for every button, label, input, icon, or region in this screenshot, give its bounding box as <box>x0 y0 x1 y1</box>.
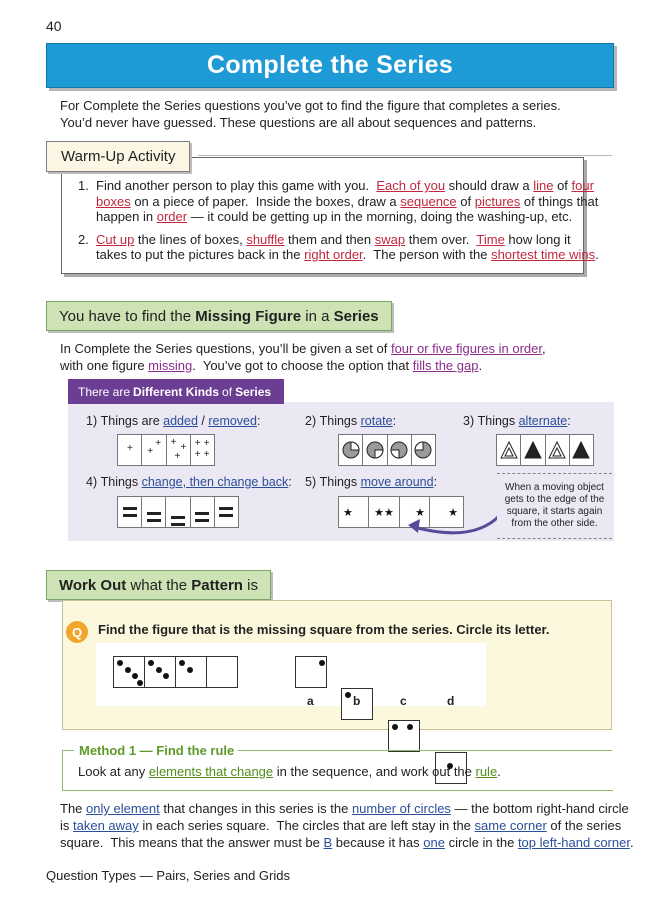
figure-cell <box>521 435 545 465</box>
triangle-icon <box>499 440 519 460</box>
text: that changes in this series is the <box>159 801 352 816</box>
keyword: shuffle <box>246 231 285 247</box>
text: There are <box>78 384 131 399</box>
text: 2) <box>305 414 317 428</box>
page-footer: Question Types — Pairs, Series and Grids <box>46 868 290 883</box>
triangle-icon <box>571 440 591 460</box>
keyword: alternate <box>518 414 568 428</box>
method-rule <box>237 750 612 751</box>
series-square <box>113 656 145 688</box>
text: . <box>595 247 599 262</box>
plus-icon: + <box>194 438 201 449</box>
text: takes to put the pictures back in the <box>96 247 305 262</box>
figure-cell <box>339 497 369 527</box>
warmup-item-1-number: 1. <box>78 178 89 193</box>
method-heading: Method 1 — Find the rule <box>75 743 238 758</box>
text: them and then <box>284 231 375 247</box>
warmup-tab-label: Warm-Up Activity <box>61 148 176 165</box>
text: . The person with the <box>362 247 492 262</box>
text: . <box>478 358 483 373</box>
keyword: four or five figures in order <box>390 341 542 356</box>
text: of things that <box>520 193 599 209</box>
text: Things <box>477 414 519 428</box>
text: : <box>433 475 438 489</box>
text: 4) <box>86 475 98 489</box>
figure-cell <box>412 435 435 465</box>
keyword: Cut up <box>96 231 135 247</box>
bold-text: Series <box>235 384 272 399</box>
plus-icon: + <box>155 438 162 449</box>
note-line: from the other side. <box>511 518 598 529</box>
option-b-label[interactable]: b <box>353 694 361 708</box>
keyword: number of circles <box>351 801 451 816</box>
warmup-tab <box>46 141 190 172</box>
kind-3-label <box>463 414 571 428</box>
kind-3-figure <box>496 434 594 466</box>
text: them over. <box>405 231 477 247</box>
option-a-square[interactable] <box>295 656 327 688</box>
bold-text: Series <box>333 307 379 325</box>
text: 5) <box>305 475 317 489</box>
note-line: When a moving object <box>505 482 604 493</box>
keyword: swap <box>374 231 406 247</box>
keyword: rule <box>475 764 498 779</box>
text: happen in <box>96 209 157 224</box>
title-banner <box>46 43 614 88</box>
warmup-item-1 <box>78 178 599 225</box>
note-line: square, it starts again <box>506 506 603 517</box>
star-icon: ★ <box>384 506 394 519</box>
figure-cell <box>191 497 215 527</box>
plus-icon: + <box>203 449 210 460</box>
text: should draw a <box>445 178 534 193</box>
figure-cell <box>118 435 142 465</box>
keyword: missing <box>148 358 193 373</box>
star-icon: ★ <box>415 506 425 519</box>
kind-5-label <box>305 475 437 489</box>
kind-1-label <box>86 414 260 428</box>
keyword: elements that change <box>148 764 274 779</box>
text: Things <box>319 414 361 428</box>
circle-icon <box>179 660 185 666</box>
text: The <box>60 801 87 816</box>
keyword: taken away <box>73 818 139 833</box>
text: , <box>542 341 546 356</box>
text: . <box>629 835 634 850</box>
section-heading-work-out-pattern <box>46 570 271 600</box>
figure-cell <box>339 435 363 465</box>
bold-text: Missing Figure <box>195 307 302 325</box>
bold-text: Work Out <box>59 576 127 594</box>
figure-cell <box>142 497 166 527</box>
keyword: pictures <box>474 193 521 209</box>
bold-text: Pattern <box>191 576 243 594</box>
keyword: only element <box>86 801 160 816</box>
figure-cell <box>167 435 191 465</box>
figure-cell <box>570 435 593 465</box>
bars-icon <box>195 510 209 524</box>
circle-icon <box>187 667 193 673</box>
intro-paragraph <box>60 97 610 131</box>
kind-2-figure <box>338 434 436 466</box>
intro-line-2: You’d never have guessed. These questions are all about sequences and patterns. <box>60 115 537 130</box>
question-text: Find the figure that is the missing square from the series. Circle its letter. <box>98 622 550 637</box>
keyword: rotate <box>360 414 393 428</box>
keyword: right order <box>304 247 363 262</box>
option-c-label[interactable]: c <box>400 694 407 708</box>
text: how long it <box>504 231 571 247</box>
warmup-rule <box>198 155 612 156</box>
kinds-tab <box>68 379 284 404</box>
page-title: Complete the Series <box>206 51 454 79</box>
circle-icon <box>148 660 154 666</box>
series-square <box>144 656 176 688</box>
text: in the sequence, and work out the <box>273 764 476 779</box>
text: : <box>567 414 571 428</box>
text: Find another person to play this game with you. <box>96 178 377 193</box>
figure-cell <box>142 435 166 465</box>
figure-cell <box>166 497 190 527</box>
text: In Complete the Series questions, you’ll be given a set of <box>60 341 391 356</box>
kind-4-label <box>86 475 292 489</box>
keyword: Time <box>476 231 505 247</box>
star-icon: ★ <box>448 506 458 519</box>
plus-icon: + <box>174 451 181 462</box>
star-icon: ★ <box>343 506 353 519</box>
figure-cell <box>215 497 238 527</box>
keyword: fills the gap <box>412 358 479 373</box>
circle-icon <box>407 724 413 730</box>
text: of <box>553 178 572 193</box>
text: in a <box>301 307 334 325</box>
keyword: Each of you <box>376 178 446 193</box>
text: — it could be getting up in the morning, doing the washing-up, etc. <box>187 209 573 224</box>
rotating-circle-icon <box>389 440 409 460</box>
circle-icon <box>117 660 123 666</box>
question-icon: Q <box>66 621 88 643</box>
circle-icon <box>156 667 162 673</box>
circle-icon <box>137 680 143 686</box>
keyword: boxes <box>96 193 131 209</box>
figure-cell <box>191 435 214 465</box>
text: . You’ve got to choose the option that <box>192 358 413 373</box>
keyword: removed <box>208 414 257 428</box>
section-heading-missing-figure <box>46 301 392 331</box>
bars-icon <box>171 514 185 528</box>
keyword: same corner <box>474 818 547 833</box>
text: of <box>222 384 233 399</box>
kind-1-figure <box>117 434 215 466</box>
text: . <box>497 764 501 779</box>
kind-2-label <box>305 414 396 428</box>
keyword: top left-hand corner <box>517 835 630 850</box>
keyword: order <box>156 209 188 224</box>
figure-cell <box>388 435 412 465</box>
keyword: one <box>423 835 445 850</box>
bars-icon <box>147 510 161 524</box>
plus-icon: + <box>180 442 187 453</box>
text: circle in the <box>444 835 518 850</box>
text: in each series square. The circles that are left stay in the <box>138 818 475 833</box>
rotating-circle-icon <box>341 440 361 460</box>
option-c-square[interactable] <box>388 720 420 752</box>
plus-icon: + <box>170 437 177 448</box>
plus-icon: + <box>194 449 201 460</box>
text: with one figure <box>60 358 149 373</box>
text: the lines of boxes, <box>134 231 247 247</box>
text: is <box>60 818 73 833</box>
series-square <box>175 656 207 688</box>
figure-cell <box>363 435 387 465</box>
text: : <box>392 414 397 428</box>
curved-arrow-icon <box>404 505 504 545</box>
keyword: sequence <box>400 193 457 209</box>
bold-text: Different Kinds <box>133 384 220 399</box>
text: : <box>288 475 292 489</box>
warmup-list <box>78 178 599 263</box>
circle-icon <box>163 673 169 679</box>
star-icon: ★ <box>374 506 384 519</box>
text: of the series <box>546 818 622 833</box>
circle-icon <box>345 692 351 698</box>
text: square. This means that the answer must be <box>60 835 324 850</box>
keyword: move around <box>360 475 434 489</box>
text: You have to find the <box>59 307 196 325</box>
plus-icon: + <box>127 443 133 454</box>
keyword: line <box>533 178 554 193</box>
triangle-icon <box>547 440 567 460</box>
bars-icon <box>123 505 137 519</box>
rotating-circle-icon <box>365 440 385 460</box>
keyword: added <box>163 414 198 428</box>
method-rule <box>62 750 74 751</box>
text: Look at any <box>78 764 149 779</box>
series-intro <box>60 340 546 374</box>
text: on a piece of paper. Inside the boxes, draw a <box>130 193 401 209</box>
keyword: change, then change back <box>141 475 289 489</box>
explanation-paragraph <box>60 800 634 851</box>
text: — the bottom right-hand circle <box>450 801 629 816</box>
moving-object-note <box>497 473 612 539</box>
text: Things <box>319 475 361 489</box>
option-d-label[interactable]: d <box>447 694 455 708</box>
option-a-label[interactable]: a <box>307 694 314 708</box>
circle-icon <box>132 673 138 679</box>
text: because it has <box>332 835 424 850</box>
plus-icon: + <box>147 446 154 457</box>
circle-icon <box>319 660 325 666</box>
keyword: shortest time wins <box>491 247 596 262</box>
keyword: B <box>323 835 333 850</box>
triangle-icon <box>523 440 543 460</box>
warmup-item-2 <box>78 231 599 263</box>
circle-icon <box>125 667 131 673</box>
figure-cell <box>118 497 142 527</box>
text: Things are <box>100 414 164 428</box>
text: Things <box>100 475 142 489</box>
plus-icon: + <box>203 438 210 449</box>
text: : <box>256 414 261 428</box>
figure-cell <box>497 435 521 465</box>
figure-cell <box>369 497 400 527</box>
text: 3) <box>463 414 475 428</box>
bars-icon <box>219 505 233 519</box>
circle-icon <box>392 724 398 730</box>
keyword: four <box>571 178 594 193</box>
missing-square <box>206 656 238 688</box>
figure-cell <box>546 435 570 465</box>
note-line: gets to the edge of the <box>504 494 605 505</box>
intro-line-1: For Complete the Series questions you’ve got to find the figure that completes a series. <box>60 98 561 113</box>
method-text <box>78 764 501 779</box>
text: is <box>242 576 258 594</box>
kind-4-figure <box>117 496 239 528</box>
text: / <box>197 414 209 428</box>
rotating-circle-icon <box>413 440 433 460</box>
text: 1) <box>86 414 98 428</box>
page-number: 40 <box>46 18 62 34</box>
series-squares <box>113 656 238 688</box>
text: of <box>456 193 475 209</box>
text: what the <box>126 576 192 594</box>
warmup-item-2-number: 2. <box>78 231 89 247</box>
